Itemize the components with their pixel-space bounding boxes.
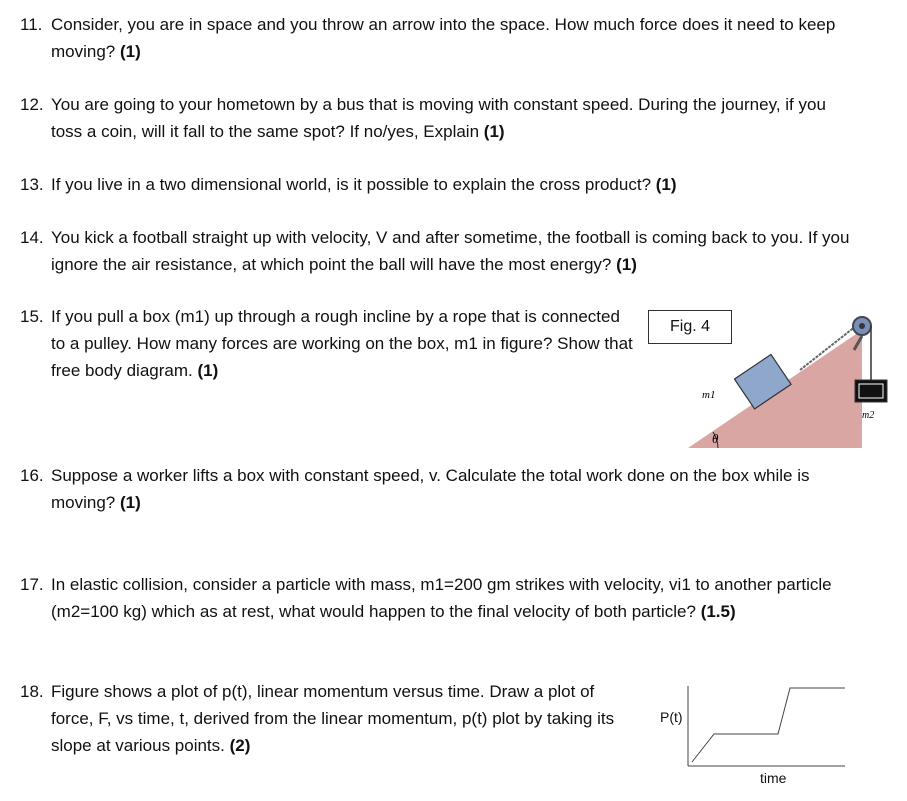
question-number: 15. [20,307,44,326]
question-number: 11. [20,15,43,34]
momentum-curve [692,688,845,762]
question-number: 18. [20,682,44,701]
question-points: (2) [229,736,251,755]
plot-x-label: time [760,770,787,786]
question-number: 14. [20,228,44,247]
question-11 [20,11,860,65]
figure-label: Fig. 4 [648,310,732,344]
question-text: If you pull a box (m1) up through a rough incline by a rope that is connected to a pulley. How many forces are working on the box, m1 in figure? Show that free body diagram. [51,307,633,380]
question-points: (1) [120,42,141,61]
question-points: (1) [197,361,219,380]
question-points: (1) [120,493,141,512]
question-18 [20,678,635,759]
question-points: (1) [655,175,677,194]
question-13 [20,171,860,198]
mass1-label: m1 [702,389,716,401]
question-points: (1.5) [700,602,736,621]
mass2-label: m2 [862,410,875,421]
question-text: Consider, you are in space and you throw an arrow into the space. How much force does it need to keep moving? [51,15,836,61]
question-number: 16. [20,466,44,485]
plot-y-label: P(t) [660,709,683,725]
question-17 [20,571,860,625]
question-15 [20,303,635,384]
question-14 [20,224,860,278]
question-number: 13. [20,175,44,194]
question-text: Figure shows a plot of p(t), linear momentum versus time. Draw a plot of force, F, vs time, t, derived from the linear momentum, p(t) plot by taking its slope at various points. [51,682,615,755]
question-points: (1) [616,255,637,274]
question-text: You are going to your hometown by a bus that is moving with constant speed. During the journey, if you toss a coin, will it fall to the same spot? If no/yes, Explain [51,95,826,141]
question-number: 17. [20,575,44,594]
pulley-axle [859,323,865,329]
question-text: If you live in a two dimensional world, is it possible to explain the cross product? [51,175,652,194]
question-number: 12. [20,95,44,114]
question-points: (1) [483,122,505,141]
question-12 [20,91,860,145]
angle-label: θ [712,431,719,446]
question-text: You kick a football straight up with velocity, V and after sometime, the football is coming back to you. If you ignore the air resistance, at which point the ball will have the most energy? [51,228,850,274]
question-text: In elastic collision, consider a particle with mass, m1=200 gm strikes with velocity, vi1 to another particle (m2=100 kg) which as at rest, what would happen to the final velocity of both particle? [51,575,832,621]
question-text: Suppose a worker lifts a box with constant speed, v. Calculate the total work done on the box while is moving? [51,466,810,512]
question-16 [20,462,860,516]
